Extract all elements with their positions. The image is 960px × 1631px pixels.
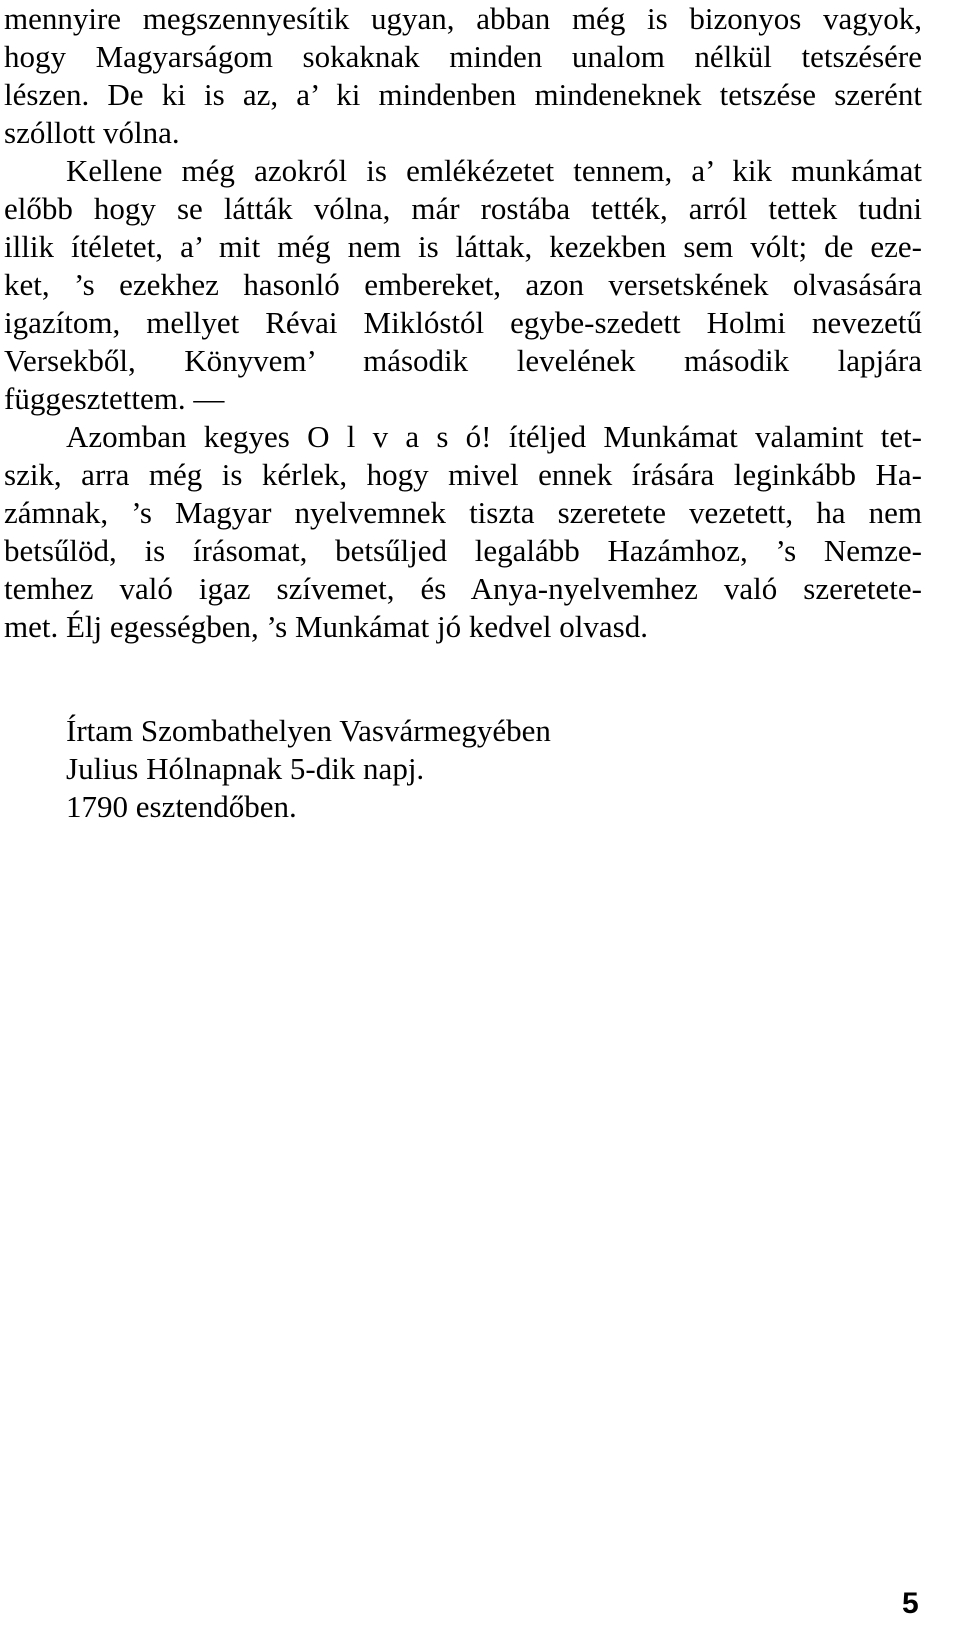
text-line: betsűlöd, is írásomat, betsűljed legalább Hazámhoz, ’s Nemze-: [4, 533, 922, 568]
text-line: igazítom, mellyet Révai Miklóstól egybe-szedett Holmi nevezetű: [4, 305, 922, 340]
page-number: 5: [902, 1587, 919, 1620]
text-line: Versekből, Könyvem’ második levelének második lapjára: [4, 343, 922, 378]
text-line: zámnak, ’s Magyar nyelvemnek tiszta szeretete vezetett, ha nem: [4, 495, 922, 530]
text-line: mennyire megszennyesítik ugyan, abban még is bizonyos vagyok,: [4, 1, 922, 36]
text-line: lészen. De ki is az, a’ ki mindenben mindeneknek tetszése szerént: [4, 77, 922, 112]
text-line: illik ítéletet, a’ mit még nem is láttak, kezekben sem vólt; de eze-: [4, 229, 922, 264]
signature-line: Julius Hólnapnak 5-dik napj.: [66, 751, 425, 786]
text-line: ket, ’s ezekhez hasonló embereket, azon versetskének olvasására: [4, 267, 922, 302]
text-line: hogy Magyarságom sokaknak minden unalom nélkül tetszésére: [4, 39, 922, 74]
text-line: temhez való igaz szívemet, és Anya-nyelvemhez való szeretete-: [4, 571, 922, 606]
text-line: Azomban kegyes O l v a s ó! ítéljed Munkámat valamint tet-: [66, 419, 922, 454]
text-line: függesztettem. —: [4, 381, 225, 416]
text-line: szik, arra még is kérlek, hogy mivel ennek írására leginkább Ha-: [4, 457, 922, 492]
text-line: Kellene még azokról is emlékézetet tennem, a’ kik munkámat: [66, 153, 922, 188]
signature-line: Írtam Szombathelyen Vasvármegyében: [66, 713, 551, 748]
signature-line: 1790 esztendőben.: [66, 789, 297, 824]
text-line: előbb hogy se látták vólna, már rostába tették, arról tettek tudni: [4, 191, 922, 226]
text-line: szóllott vólna.: [4, 115, 180, 150]
text-line: met. Élj egességben, ’s Munkámat jó kedvel olvasd.: [4, 609, 648, 644]
